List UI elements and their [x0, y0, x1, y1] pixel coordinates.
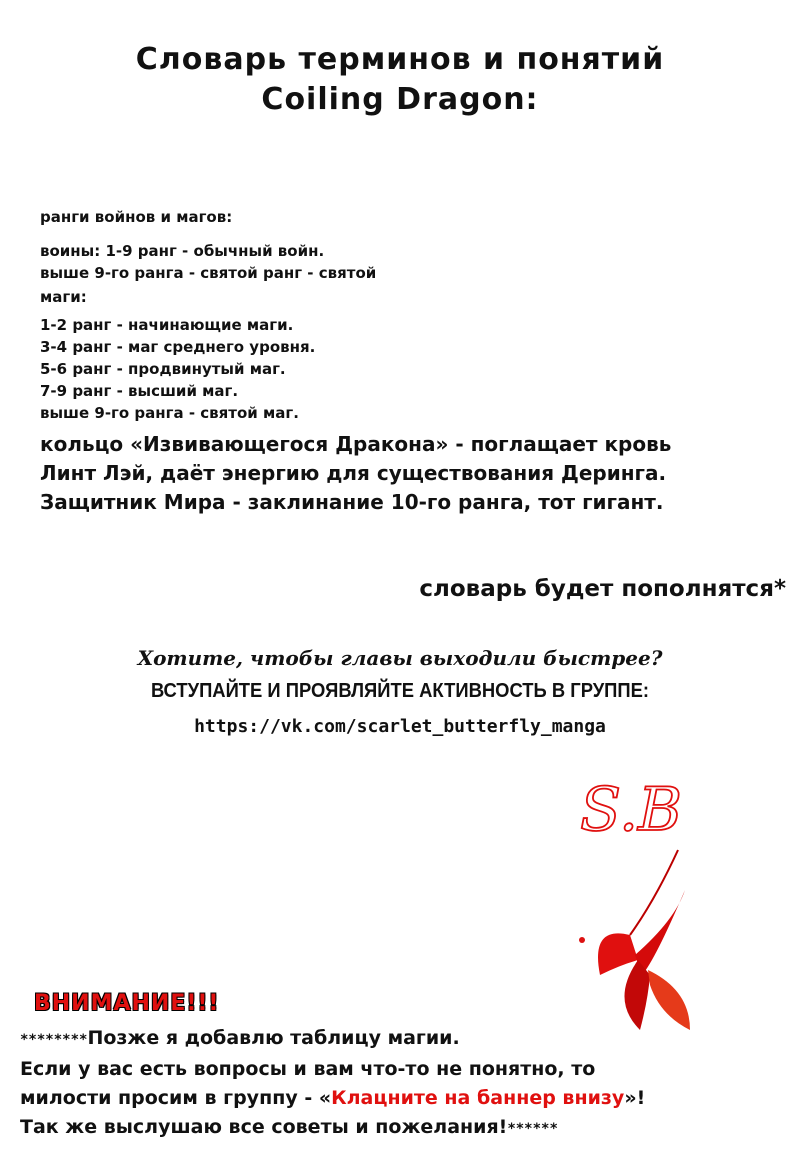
mage-rank-item: 3-4 ранг - маг среднего уровня. [40, 338, 316, 356]
ranks-heading: ранги войнов и магов: [40, 208, 233, 226]
warning-text-3b: »! [624, 1087, 646, 1109]
group-link[interactable]: https://vk.com/scarlet_butterfly_manga [194, 716, 606, 737]
warning-line-1 [20, 1024, 790, 1055]
term-line: Защитник Мира - заклинание 10-го ранга, тот гигант. [40, 490, 664, 514]
warning-line-2: Если у вас есть вопросы и вам что-то не понятно, то [20, 1058, 596, 1080]
mage-rank-item: 1-2 ранг - начинающие маги. [40, 316, 294, 334]
mage-rank-item: выше 9-го ранга - святой маг. [40, 404, 299, 422]
group-question: Хотите, чтобы главы выходили быстрее? [137, 646, 663, 670]
mages-heading: маги: [40, 288, 87, 306]
warning-text-1: Позже я добавлю таблицу магии. [87, 1027, 460, 1049]
warning-text-4: Так же выслушаю все советы и пожелания! [20, 1116, 508, 1138]
mage-rank-item: 7-9 ранг - высший маг. [40, 382, 239, 400]
mages-list [40, 314, 315, 424]
warning-stars-1: ******** [20, 1032, 88, 1048]
mage-rank-item: 5-6 ранг - продвинутый маг. [40, 360, 286, 378]
butterfly-logo-icon [560, 760, 760, 1050]
warriors-line-2: выше 9-го ранга - святой ранг - святой [40, 264, 377, 282]
warning-line-4 [20, 1113, 790, 1144]
warriors-line-1: воины: 1-9 ранг - обычный войн. [40, 242, 325, 260]
warning-block [20, 1024, 790, 1144]
banner-link[interactable]: Клацните на баннер внизу [331, 1087, 625, 1109]
warning-line-3 [20, 1084, 790, 1113]
term-line: кольцо «Извивающегося Дракона» - поглащает кровь [40, 432, 672, 456]
warning-stars-4: ****** [507, 1121, 558, 1137]
logo-text: S.B [580, 775, 683, 845]
update-note: словарь будет пополнятся* [419, 576, 786, 602]
term-line: Линт Лэй, даёт энергию для существования Деринга. [40, 461, 667, 485]
page-title-line1: Словарь терминов и понятий [135, 42, 665, 77]
page-title-line2: Coiling Dragon: [261, 82, 539, 117]
group-call: ВСТУПАЙТЕ И ПРОЯВЛЯЙТЕ АКТИВНОСТЬ В ГРУППЕ: [150, 680, 650, 702]
warning-title: ВНИМАНИЕ!!! [34, 991, 220, 1016]
terms-block [40, 430, 671, 517]
warning-text-3a: милости просим в группу - « [20, 1087, 332, 1109]
